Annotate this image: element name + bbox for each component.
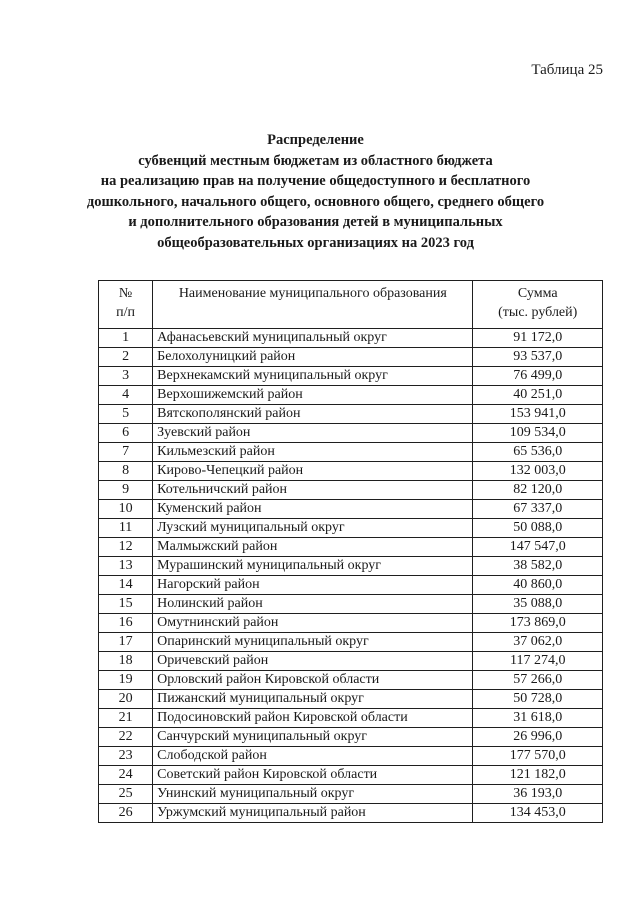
municipality-name-cell: Мурашинский муниципальный округ: [153, 557, 473, 576]
municipality-name-cell: Омутнинский район: [153, 614, 473, 633]
amount-cell: 147 547,0: [473, 538, 603, 557]
row-number-cell: 4: [99, 386, 153, 405]
table-row: [99, 443, 603, 462]
amount-cell: 91 172,0: [473, 329, 603, 348]
table-row: [99, 671, 603, 690]
column-header-number-line2: п/п: [116, 305, 136, 320]
municipality-name-cell: Котельничский район: [153, 481, 473, 500]
row-number-cell: 12: [99, 538, 153, 557]
amount-cell: 67 337,0: [473, 500, 603, 519]
municipality-name-cell: Опаринский муниципальный округ: [153, 633, 473, 652]
municipality-name-cell: Афанасьевский муниципальный округ: [153, 329, 473, 348]
heading-line: Распределение: [267, 132, 364, 148]
amount-cell: 82 120,0: [473, 481, 603, 500]
table-row: [99, 329, 603, 348]
amount-cell: 177 570,0: [473, 747, 603, 766]
distribution-table: [98, 280, 603, 823]
amount-cell: 93 537,0: [473, 348, 603, 367]
amount-cell: 50 088,0: [473, 519, 603, 538]
municipality-name-cell: Слободской район: [153, 747, 473, 766]
row-number-cell: 20: [99, 690, 153, 709]
amount-cell: 153 941,0: [473, 405, 603, 424]
table-row: [99, 614, 603, 633]
municipality-name-cell: Белохолуницкий район: [153, 348, 473, 367]
municipality-name-cell: Зуевский район: [153, 424, 473, 443]
table-row: [99, 405, 603, 424]
municipality-name-cell: Нолинский район: [153, 595, 473, 614]
heading-line: субвенций местным бюджетам из областного бюджета: [138, 152, 493, 169]
row-number-cell: 25: [99, 785, 153, 804]
table-row: [99, 576, 603, 595]
row-number-cell: 21: [99, 709, 153, 728]
table-row: [99, 766, 603, 785]
municipality-name-cell: Санчурский муниципальный округ: [153, 728, 473, 747]
municipality-name-cell: Уржумский муниципальный район: [153, 804, 473, 823]
municipality-name-cell: Вятскополянский район: [153, 405, 473, 424]
column-header-number-line1: №: [118, 286, 133, 301]
amount-cell: 76 499,0: [473, 367, 603, 386]
row-number-cell: 11: [99, 519, 153, 538]
table-row: [99, 367, 603, 386]
table-row: [99, 785, 603, 804]
amount-cell: 38 582,0: [473, 557, 603, 576]
table-row: [99, 690, 603, 709]
municipality-name-cell: Унинский муниципальный округ: [153, 785, 473, 804]
table-row: [99, 481, 603, 500]
table-row: [99, 424, 603, 443]
table-row: [99, 728, 603, 747]
amount-cell: 31 618,0: [473, 709, 603, 728]
column-header-number: [99, 281, 153, 329]
amount-cell: 173 869,0: [473, 614, 603, 633]
row-number-cell: 26: [99, 804, 153, 823]
table-row: [99, 652, 603, 671]
row-number-cell: 23: [99, 747, 153, 766]
row-number-cell: 5: [99, 405, 153, 424]
municipality-name-cell: Оричевский район: [153, 652, 473, 671]
row-number-cell: 19: [99, 671, 153, 690]
heading-line: дошкольного, начального общего, основного общего, среднего общего: [86, 193, 545, 210]
amount-cell: 109 534,0: [473, 424, 603, 443]
amount-cell: 35 088,0: [473, 595, 603, 614]
row-number-cell: 6: [99, 424, 153, 443]
table-header-row: [99, 281, 603, 329]
municipality-name-cell: Кирово-Чепецкий район: [153, 462, 473, 481]
amount-cell: 57 266,0: [473, 671, 603, 690]
column-header-sum-line2: (тыс. рублей): [498, 305, 578, 320]
amount-cell: 117 274,0: [473, 652, 603, 671]
table-row: [99, 747, 603, 766]
heading-line: общеобразовательных организациях на 2023 год: [157, 234, 474, 251]
municipality-name-cell: Орловский район Кировской области: [153, 671, 473, 690]
amount-cell: 37 062,0: [473, 633, 603, 652]
row-number-cell: 17: [99, 633, 153, 652]
table-row: [99, 804, 603, 823]
municipality-name-cell: Куменский район: [153, 500, 473, 519]
municipality-name-cell: Малмыжский район: [153, 538, 473, 557]
table-row: [99, 595, 603, 614]
row-number-cell: 14: [99, 576, 153, 595]
row-number-cell: 8: [99, 462, 153, 481]
municipality-name-cell: Советский район Кировской области: [153, 766, 473, 785]
table-body: [99, 329, 603, 823]
amount-cell: 40 860,0: [473, 576, 603, 595]
heading-line: и дополнительного образования детей в муниципальных: [128, 214, 503, 230]
document-heading: [0, 130, 631, 253]
column-header-sum: [473, 281, 603, 329]
table-row: [99, 557, 603, 576]
municipality-name-cell: Пижанский муниципальный округ: [153, 690, 473, 709]
amount-cell: 36 193,0: [473, 785, 603, 804]
row-number-cell: 24: [99, 766, 153, 785]
table-row: [99, 538, 603, 557]
municipality-name-cell: Лузский муниципальный округ: [153, 519, 473, 538]
row-number-cell: 22: [99, 728, 153, 747]
row-number-cell: 13: [99, 557, 153, 576]
table-number-label: Таблица 25: [531, 62, 603, 78]
amount-cell: 50 728,0: [473, 690, 603, 709]
row-number-cell: 16: [99, 614, 153, 633]
municipality-name-cell: Нагорский район: [153, 576, 473, 595]
amount-cell: 121 182,0: [473, 766, 603, 785]
amount-cell: 26 996,0: [473, 728, 603, 747]
table-row: [99, 386, 603, 405]
table-row: [99, 519, 603, 538]
row-number-cell: 9: [99, 481, 153, 500]
municipality-name-cell: Кильмезский район: [153, 443, 473, 462]
amount-cell: 134 453,0: [473, 804, 603, 823]
column-header-name: Наименование муниципального образования: [153, 281, 473, 329]
table-row: [99, 462, 603, 481]
row-number-cell: 10: [99, 500, 153, 519]
row-number-cell: 2: [99, 348, 153, 367]
row-number-cell: 18: [99, 652, 153, 671]
column-header-sum-line1: Сумма: [517, 286, 558, 301]
row-number-cell: 1: [99, 329, 153, 348]
table-row: [99, 633, 603, 652]
table-row: [99, 709, 603, 728]
row-number-cell: 15: [99, 595, 153, 614]
municipality-name-cell: Верхнекамский муниципальный округ: [153, 367, 473, 386]
amount-cell: 65 536,0: [473, 443, 603, 462]
amount-cell: 40 251,0: [473, 386, 603, 405]
table-row: [99, 348, 603, 367]
row-number-cell: 3: [99, 367, 153, 386]
municipality-name-cell: Подосиновский район Кировской области: [153, 709, 473, 728]
table-row: [99, 500, 603, 519]
row-number-cell: 7: [99, 443, 153, 462]
heading-line: на реализацию прав на получение общедоступного и бесплатного: [100, 173, 531, 189]
amount-cell: 132 003,0: [473, 462, 603, 481]
municipality-name-cell: Верхошижемский район: [153, 386, 473, 405]
